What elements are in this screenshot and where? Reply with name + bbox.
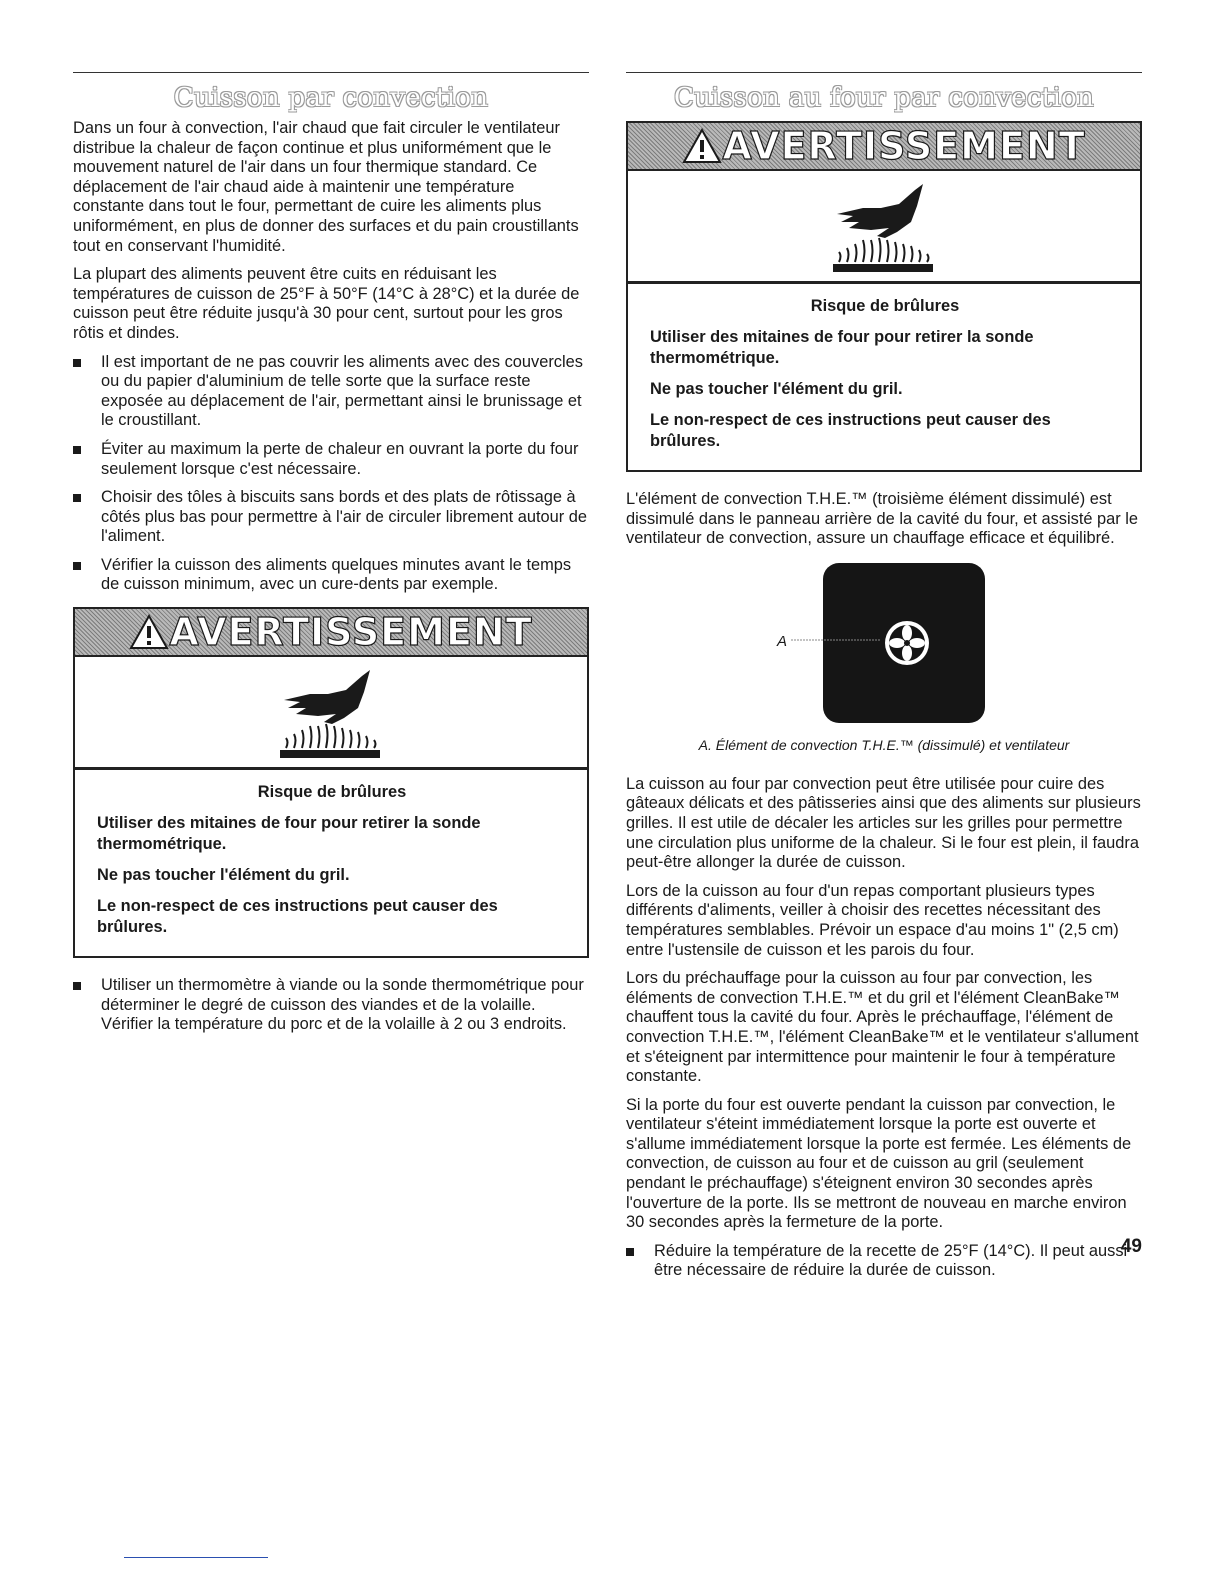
convection-fan-figure — [626, 563, 1142, 741]
list-item: Il est important de ne pas couvrir les aliments avec des couvercles ou du papier d'aluminium de telle sorte que la surface reste exposée au déplacement de l'air, permettant ainsi le brunissage et le croustillant. — [73, 353, 589, 431]
paragraph: Dans un four à convection, l'air chaud que fait circuler le ventilateur distribue la chaleur de façon continue et plus uniformément que le mouvement naturel de l'air dans un four thermique standard. Ce déplacement de l'air chaud aide à maintenir une température constante dans tout le four, permettant de cuire les aliments plus uniformément, en plus de donner des surfaces et du pain croustillants tout en conservant l'humidité. — [73, 119, 579, 255]
warning-title: Risque de brûlures — [257, 783, 407, 802]
bullet-list — [626, 1242, 1142, 1281]
paragraph: Si la porte du four est ouverte pendant la cuisson par convection, le ventilateur s'éteint immédiatement lorsque la porte est ouverte et s'allume immédiatement lorsque la porte est fermée. Les éléments de convection, de cuisson au four et de cuisson au gril (seulement pendant le préchauffage) s'éteignent environ 30 secondes après l'ouverture de la porte. Ils se mettront de nouveau en marche environ 30 secondes après la fermeture de la porte. — [626, 1095, 1132, 1232]
bullet-square-icon — [73, 562, 81, 570]
list-item: Éviter au maximum la perte de chaleur en ouvrant la porte du four seulement lorsque c'est nécessaire. — [73, 440, 589, 479]
warning-line: Le non-respect de ces instructions peut causer des brûlures. — [650, 411, 1051, 450]
warning-box — [73, 607, 589, 958]
page-number: 49 — [1120, 1236, 1142, 1257]
warning-line: Utiliser des mitaines de four pour retirer la sonde thermométrique. — [97, 814, 481, 854]
paragraph: La plupart des aliments peuvent être cuits en réduisant les températures de cuisson de 25°F à 50°F (14°C à 28°C) et la durée de cuisson peut être réduite jusqu'à 30 pour cent, surtout pour les gros rôtis et dindes. — [73, 265, 580, 342]
warning-line: Le non-respect de ces instructions peut causer des brûlures. — [97, 897, 498, 937]
bullet-square-icon — [73, 446, 81, 454]
paragraph: Lors du préchauffage pour la cuisson au four par convection, les éléments de convection T.H.E.™ et du gril et l'élément CleanBake™ chauffent tous la cavité du four. Après le préchauffage, l'élément de convection T.H.E.™, l'élément CleanBake™ et le ventilateur s'allument et s'éteignent par intermittence pour maintenir le four à température constante. — [626, 969, 1139, 1086]
bullet-list — [73, 353, 589, 596]
list-item: Réduire la température de la recette de 25°F (14°C). Il peut aussi être nécessaire de réduire la durée de cuisson. — [626, 1242, 1142, 1281]
right-column — [626, 72, 1142, 1290]
warning-line: Ne pas toucher l'élément du gril. — [97, 866, 350, 885]
warning-body — [75, 770, 587, 956]
bullet-square-icon — [73, 494, 81, 502]
list-item: Vérifier la cuisson des aliments quelques minutes avant le temps de cuisson minimum, avec un cure-dents par exemple. — [73, 556, 589, 595]
bullet-square-icon — [73, 359, 81, 367]
paragraph: L'élément de convection T.H.E.™ (troisième élément dissimulé) est dissimulé dans le panneau arrière de la cavité du four, et assisté par le ventilateur de convection, assure un chauffage efficace et équilibré. — [626, 490, 1139, 548]
burn-hazard-icon — [628, 171, 1140, 284]
list-item: Utiliser un thermomètre à viande ou la sonde thermométrique pour déterminer le degré de cuisson des viandes et de la volaille. Vérifier la température du porc et de la volaille à 2 ou 3 endroits. — [73, 976, 589, 1035]
convection-fan-icon — [791, 619, 941, 669]
section-heading-convection-bake: Cuisson au four par convection — [673, 83, 1095, 113]
warning-line: Ne pas toucher l'élément du gril. — [650, 380, 903, 398]
paragraph: La cuisson au four par convection peut être utilisée pour cuire des gâteaux délicats et des pâtisseries ainsi que des aliments sur plusieurs grilles. Il est utile de décaler les articles sur les grilles pour permettre une circulation plus uniforme de la chaleur. Si le four est plein, il faudra peut-être allonger la durée de cuisson. — [626, 774, 1141, 872]
figure-label: A — [777, 632, 788, 650]
warning-triangle-icon — [129, 614, 169, 650]
left-column — [73, 72, 589, 1044]
figure-caption: A. Élément de convection T.H.E.™ (dissimulé) et ventilateur — [698, 736, 1070, 753]
warning-header: AVERTISSEMENT — [628, 123, 1140, 171]
top-rule — [73, 72, 589, 73]
list-item: Choisir des tôles à biscuits sans bords et des plats de rôtissage à côtés plus bas pour permettre à l'air de circuler librement autour de l'aliment. — [73, 488, 589, 547]
warning-header: AVERTISSEMENT — [75, 609, 587, 657]
bottom-divider — [124, 1557, 268, 1558]
section-heading-convection: Cuisson par convection — [173, 83, 489, 113]
warning-box — [626, 121, 1142, 472]
burn-hazard-icon — [75, 657, 587, 770]
bullet-square-icon — [73, 982, 81, 990]
warning-line: Utiliser des mitaines de four pour retirer la sonde thermométrique. — [650, 328, 1034, 367]
warning-body — [628, 284, 1140, 470]
warning-title: Risque de brûlures — [810, 297, 960, 315]
top-rule — [626, 72, 1142, 73]
bullet-list — [73, 976, 589, 1035]
bullet-square-icon — [626, 1248, 634, 1256]
warning-triangle-icon — [682, 128, 722, 164]
paragraph: Lors de la cuisson au four d'un repas comportant plusieurs types différents d'aliments, veiller à choisir des recettes nécessitant des températures semblables. Prévoir un espace d'au moins 1" (2,5 cm) entre l'ustensile de cuisson et les parois du four. — [626, 881, 1119, 959]
